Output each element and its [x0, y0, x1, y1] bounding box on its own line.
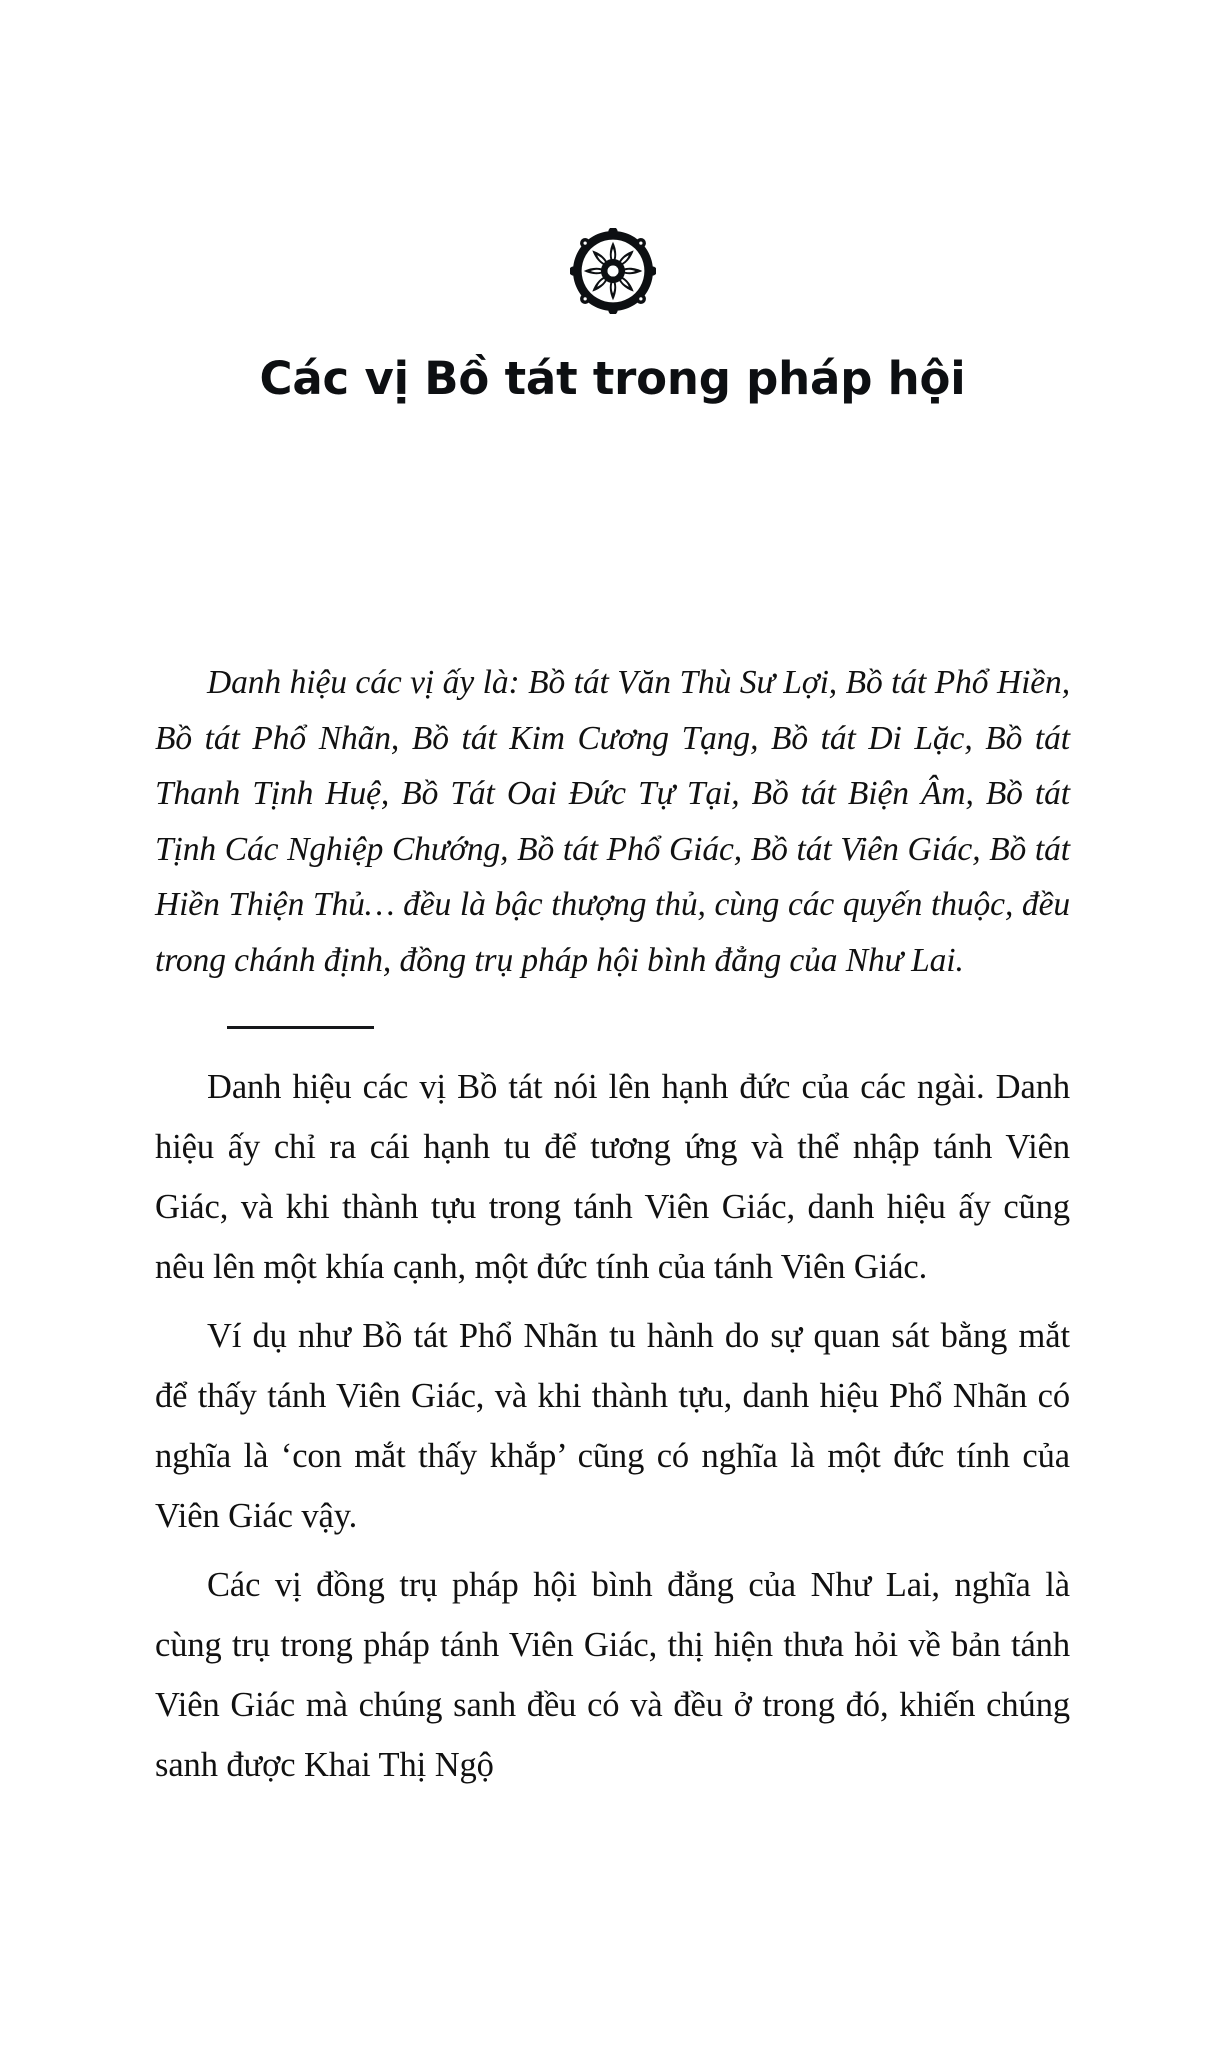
dharma-wheel-icon	[570, 228, 656, 314]
text-column	[155, 655, 1070, 1795]
body-paragraph-1: Danh hiệu các vị Bồ tát nói lên hạnh đức của các ngài. Danh hiệu ấy chỉ ra cái hạnh tu để tương ứng và thể nhập tánh Viên Giác, và khi thành tựu trong tánh Viên Giác, danh hiệu ấy cũng nêu lên một khía cạnh, một đức tính của tánh Viên Giác.	[155, 1068, 1070, 1286]
page-title: Các vị Bồ tát trong pháp hội	[259, 352, 966, 405]
chapter-header	[0, 228, 1225, 404]
body-paragraph-2: Ví dụ như Bồ tát Phổ Nhãn tu hành do sự quan sát bằng mắt để thấy tánh Viên Giác, và khi thành tựu, danh hiệu Phổ Nhãn có nghĩa là ‘con mắt thấy khắp’ cũng có nghĩa là một đức tính của Viên Giác vậy.	[155, 1317, 1070, 1535]
epigraph-quote: Danh hiệu các vị ấy là: Bồ tát Văn Thù Sư Lợi, Bồ tát Phổ Hiền, Bồ tát Phổ Nhãn, Bồ tát Kim Cương Tạng, Bồ tát Di Lặc, Bồ tát Thanh Tịnh Huệ, Bồ Tát Oai Đức Tự Tại, Bồ tát Biện Âm, Bồ tát Tịnh Các Nghiệp Chướng, Bồ tát Phổ Giác, Bồ tát Viên Giác, Bồ tát Hiền Thiện Thủ… đều là bậc thượng thủ, cùng các quyến thuộc, đều trong chánh định, đồng trụ pháp hội bình đẳng của Như Lai.	[155, 664, 1070, 979]
divider-rule	[227, 1026, 374, 1029]
section-divider	[155, 1026, 1070, 1029]
body-paragraph-3: Các vị đồng trụ pháp hội bình đẳng của Như Lai, nghĩa là cùng trụ trong pháp tánh Viên Giác, thị hiện thưa hỏi về bản tánh Viên Giác mà chúng sanh đều có và đều ở trong đó, khiến chúng sanh được Khai Thị Ngộ	[155, 1566, 1070, 1784]
